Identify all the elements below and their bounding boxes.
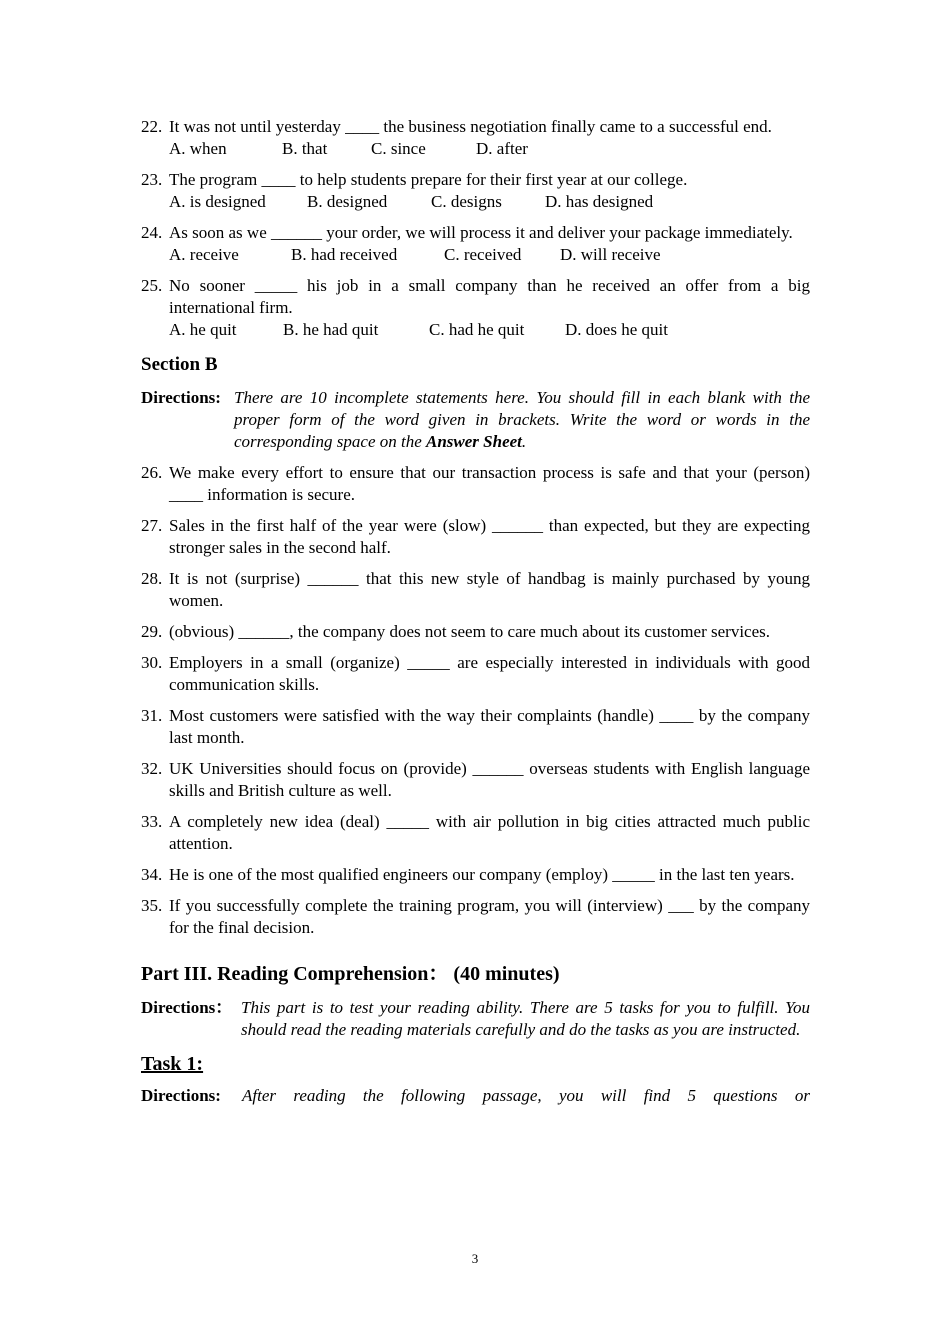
directions-text: After reading the following passage, you will find 5 questions or — [242, 1086, 810, 1105]
directions-text: This part is to test your reading ability. There are 5 tasks for you to fulfill. You should read the reading materials carefully and do the tasks as you are instructed. — [241, 998, 810, 1039]
question-text: It is not (surprise) ______ that this new style of handbag is mainly purchased by young women. — [169, 569, 810, 610]
directions-label: Directions: — [141, 1086, 221, 1105]
question-23 — [141, 169, 810, 213]
task-1-directions — [141, 1085, 810, 1107]
option-d: D. will receive — [560, 245, 661, 264]
options-row — [169, 138, 810, 160]
part-iii-heading: Part III. Reading Comprehension： (40 minutes) — [141, 963, 560, 985]
option-b: B. he had quit — [283, 320, 379, 339]
options-row — [169, 191, 810, 213]
question-number: 35. — [141, 896, 163, 915]
question-number: 26. — [141, 463, 163, 482]
question-text: UK Universities should focus on (provide) ______ overseas students with English language skills and British culture as well. — [169, 759, 810, 800]
question-29 — [141, 621, 810, 643]
part-iii-directions — [141, 997, 810, 1041]
document-page — [141, 116, 810, 1116]
option-c: C. designs — [431, 192, 502, 211]
option-a: A. receive — [169, 245, 239, 264]
answer-sheet-emphasis: Answer Sheet — [426, 432, 522, 451]
option-c: C. received — [444, 245, 522, 264]
option-b: B. designed — [307, 192, 388, 211]
directions-label: Directions： — [141, 998, 233, 1017]
question-24 — [141, 222, 810, 266]
question-number: 24. — [141, 223, 163, 242]
task-1-heading: Task 1: — [141, 1053, 204, 1075]
question-34 — [141, 864, 810, 886]
directions-label: Directions: — [141, 388, 221, 407]
question-number: 23. — [141, 170, 163, 189]
question-30 — [141, 652, 810, 696]
question-number: 32. — [141, 759, 163, 778]
question-25 — [141, 275, 810, 341]
question-text: Sales in the first half of the year were (slow) ______ than expected, but they are expecting stronger sales in the second half. — [169, 516, 810, 557]
option-d: D. does he quit — [565, 320, 668, 339]
question-stem: The program ____ to help students prepare for their first year at our college. — [169, 170, 688, 189]
question-number: 28. — [141, 569, 163, 588]
option-d: D. has designed — [545, 192, 654, 211]
question-text: Most customers were satisfied with the way their complaints (handle) ____ by the company last month. — [169, 706, 810, 747]
question-text: A completely new idea (deal) _____ with air pollution in big cities attracted much public attention. — [169, 812, 810, 853]
option-a: A. is designed — [169, 192, 266, 211]
option-b: B. that — [282, 139, 328, 158]
question-number: 25. — [141, 276, 163, 295]
options-row — [169, 244, 810, 266]
question-number: 31. — [141, 706, 163, 725]
section-b-directions — [141, 387, 810, 453]
question-33 — [141, 811, 810, 855]
option-a: A. he quit — [169, 320, 237, 339]
question-text: He is one of the most qualified engineers our company (employ) _____ in the last ten years. — [169, 865, 795, 884]
question-28 — [141, 568, 810, 612]
question-number: 27. — [141, 516, 163, 535]
question-32 — [141, 758, 810, 802]
question-stem: It was not until yesterday ____ the business negotiation finally came to a successful end. — [169, 117, 772, 136]
question-number: 30. — [141, 653, 163, 672]
question-number: 33. — [141, 812, 163, 831]
question-text: We make every effort to ensure that our transaction process is safe and that your (person) ____ information is secure. — [169, 463, 810, 504]
options-row — [169, 319, 810, 341]
option-d: D. after — [476, 139, 528, 158]
option-b: B. had received — [291, 245, 398, 264]
question-31 — [141, 705, 810, 749]
section-b-heading: Section B — [141, 354, 218, 375]
question-26 — [141, 462, 810, 506]
question-number: 29. — [141, 622, 163, 641]
question-22 — [141, 116, 810, 160]
question-35 — [141, 895, 810, 939]
page-number: 3 — [471, 1251, 479, 1266]
option-a: A. when — [169, 139, 227, 158]
question-number: 22. — [141, 117, 163, 136]
question-text: Employers in a small (organize) _____ are especially interested in individuals with good communication skills. — [169, 653, 810, 694]
option-c: C. since — [371, 139, 426, 158]
question-stem: As soon as we ______ your order, we will process it and deliver your package immediately. — [169, 223, 793, 242]
question-text: If you successfully complete the training program, you will (interview) ___ by the company for the final decision. — [169, 896, 810, 937]
question-27 — [141, 515, 810, 559]
question-text: (obvious) ______, the company does not seem to care much about its customer services. — [169, 622, 770, 641]
question-stem: No sooner _____ his job in a small company than he received an offer from a big international firm. — [169, 276, 810, 317]
question-number: 34. — [141, 865, 163, 884]
directions-text: There are 10 incomplete statements here. You should fill in each blank with the proper form of the word given in brackets. Write the word or words in the corresponding space on the Answer Sheet. — [234, 388, 810, 451]
option-c: C. had he quit — [429, 320, 525, 339]
